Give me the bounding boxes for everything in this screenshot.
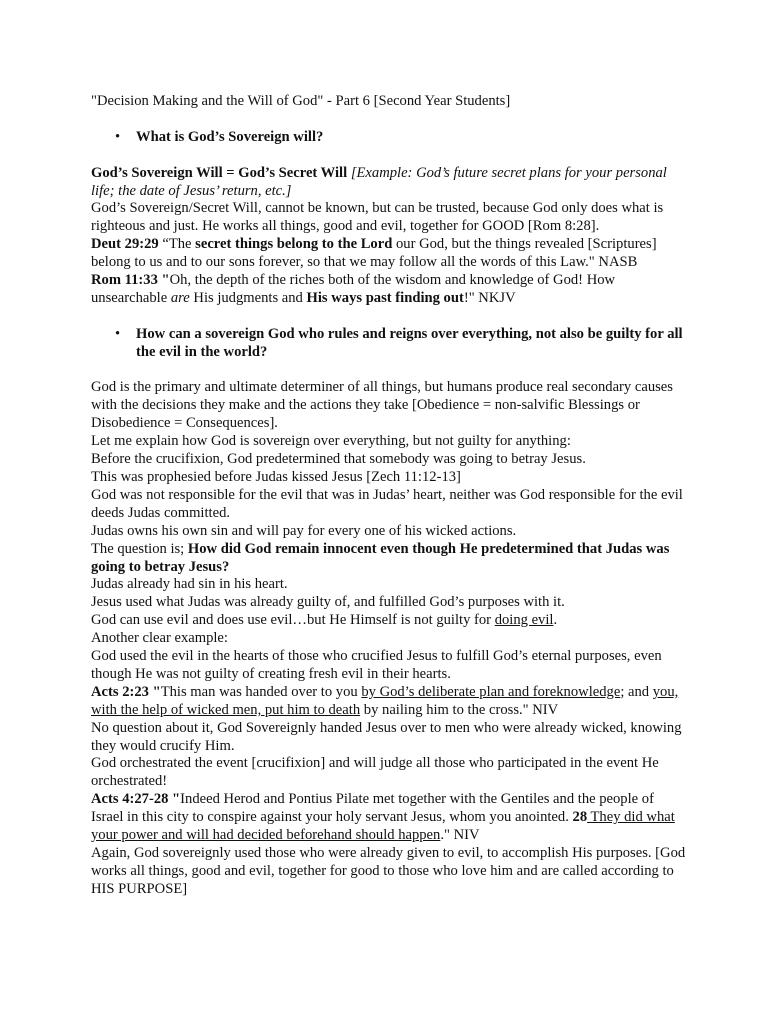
bullet-question-1: [91, 129, 687, 147]
verse-text: Indeed Herod and Pontius Pilate met together with the Gentiles and the people of Israel in this city to conspire against your holy servant Jesus, whom you anointed.: [91, 791, 654, 826]
verse-emphasis: secret things belong to the Lord: [195, 236, 393, 253]
heading-note: [Example: God’s future secret plans for your personal life; the date of Jesus’ return, etc.]: [91, 164, 667, 199]
spacer: [91, 308, 687, 326]
paragraph: God orchestrated the event [crucifixion] and will judge all those who participated in the event He orchestrated!: [91, 755, 659, 790]
bullet-question-2-text: How can a sovereign God who rules and reigns over everything, not also be guilty for all the evil in the world?: [136, 325, 683, 360]
paragraph: No question about it, God Sovereignly handed Jesus over to men who were already wicked, knowing they would crucify Him.: [91, 719, 682, 754]
bullet-dot-icon: •: [115, 325, 121, 342]
verse-number: 28: [572, 809, 588, 826]
bullet-question-1-text: What is God’s Sovereign will?: [136, 128, 324, 145]
acts2-verse: [91, 684, 687, 720]
verse-text: by nailing him to the cross." NIV: [360, 701, 559, 718]
verse-text: our God, but the things revealed [Scriptures] belong to us and to our sons forever, so that we may follow all the words of this Law." NASB: [91, 236, 657, 271]
verse-text: This man was handed over to you: [160, 683, 362, 700]
paragraph: [91, 612, 687, 630]
document-page: [91, 93, 687, 899]
verse-text: Oh, the depth of the riches both of the wisdom and knowledge of God! How unsearchable: [91, 272, 616, 306]
paragraph-text: God can use evil and does use evil…but He Himself is not guilty for: [91, 612, 495, 629]
verse-underline: by God’s deliberate plan and foreknowledge: [361, 683, 621, 700]
paragraph: Jesus used what Judas was already guilty of, and fulfilled God’s purposes with it.: [91, 594, 565, 611]
document-title: "Decision Making and the Will of God" - Part 6 [Second Year Students]: [91, 93, 511, 109]
paragraph-underline: doing evil: [494, 612, 554, 629]
paragraph: Again, God sovereignly used those who were already given to evil, to accomplish His purposes. [God works all things, good and evil, together for good to those who love him and are called according to HIS PURPOSE]: [91, 845, 686, 897]
verse-italic: are: [170, 289, 190, 306]
paragraph-emphasis: How did God remain innocent even though He predetermined that Judas was going to betray Jesus?: [91, 540, 670, 575]
verse-text: “The: [158, 236, 196, 253]
paragraph: Judas owns his own sin and will pay for every one of his wicked actions.: [91, 522, 517, 539]
paragraph: This was prophesied before Judas kissed Jesus [Zech 11:12-13]: [91, 468, 461, 485]
verse-ref: Acts 2:23 ": [91, 683, 161, 700]
paragraph: God’s Sovereign/Secret Will, cannot be known, but can be trusted, because God only does what is righteous and just. He works all things, good and evil, together for GOOD [Rom 8:28].: [91, 200, 664, 235]
bullet-question-2: [91, 326, 687, 362]
paragraph: God used the evil in the hearts of those who crucified Jesus to fulfill God’s eternal purposes, even though He was not guilty of creating fresh evil in their hearts.: [91, 648, 662, 682]
paragraph: Before the crucifixion, God predetermined that somebody was going to betray Jesus.: [91, 451, 586, 468]
verse-underline: They did what your power and will had decided beforehand should happen: [91, 809, 675, 844]
heading-text: God’s Sovereign Will = God’s Secret Will: [91, 164, 348, 181]
sovereign-will-heading: [91, 165, 687, 201]
paragraph: God was not responsible for the evil that was in Judas’ heart, neither was God responsible for the evil deeds Judas committed.: [91, 486, 683, 521]
verse-emphasis: His ways past finding out: [306, 289, 464, 306]
bullet-dot-icon: •: [115, 128, 121, 145]
paragraph-text: .: [553, 612, 558, 629]
verse-text: !" NKJV: [463, 289, 516, 306]
verse-text: ; and: [620, 683, 653, 700]
paragraph: Another clear example:: [91, 630, 228, 647]
acts4-verse: [91, 791, 687, 845]
paragraph: Judas already had sin in his heart.: [91, 576, 288, 593]
question-paragraph: [91, 541, 687, 577]
verse-text: ." NIV: [440, 827, 480, 844]
verse-ref: Acts 4:27-28 ": [91, 791, 181, 808]
rom-verse: [91, 272, 687, 308]
paragraph-text: The question is;: [91, 540, 188, 557]
verse-ref: Rom 11:33 ": [91, 272, 170, 289]
paragraph: Let me explain how God is sovereign over everything, but not guilty for anything:: [91, 433, 571, 450]
verse-ref: Deut 29:29: [91, 236, 159, 253]
paragraph: God is the primary and ultimate determiner of all things, but humans produce real secondary causes with the decisions they make and the actions they take [Obedience = non-salvific Blessings or Disobedience = Consequences].: [91, 379, 673, 432]
deut-verse: [91, 236, 687, 272]
verse-text: His judgments and: [189, 289, 307, 306]
verse-underline: you, with the help of wicked men, put him to death: [91, 683, 679, 718]
